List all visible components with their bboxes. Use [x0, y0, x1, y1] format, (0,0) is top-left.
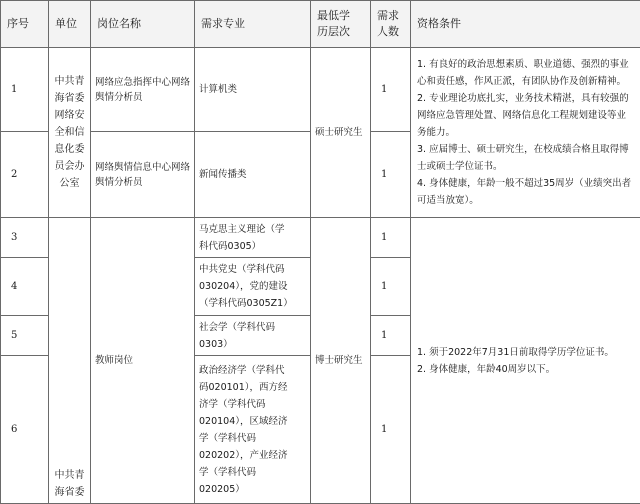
header-qualification: 资格条件	[411, 1, 640, 48]
count-cell: 1	[371, 316, 411, 356]
major-line: 学（学科代码	[199, 464, 306, 481]
count-cell: 1	[371, 132, 411, 218]
qualification-item: 1. 有良好的政治思想素质、职业道德、强烈的事业心和责任感，作风正派，有团队协作及创新精神。	[417, 56, 634, 90]
qualification-item: 3. 应届博士、硕士研究生，在校成绩合格且取得博士或硕士学位证书。	[417, 141, 634, 175]
major-cell	[195, 316, 311, 356]
table-row	[1, 48, 640, 132]
major-cell	[195, 356, 311, 504]
count-cell: 1	[371, 48, 411, 132]
major-line: 马克思主义理论（学	[199, 221, 306, 238]
major-line: 020202），产业经济	[199, 447, 306, 464]
header-education-line2: 历层次	[317, 25, 350, 38]
unit-cell: 中共青海省委网络安全和信息化委员会办公室	[49, 48, 91, 218]
qualification-item: 2. 专业理论功底扎实，业务技术精湛，具有较强的网络应急管理处置、网络信息化工程规划建设等业务能力。	[417, 90, 634, 141]
count-cell: 1	[371, 218, 411, 258]
position-cell: 教师岗位	[91, 218, 195, 504]
table-row	[1, 218, 640, 258]
header-seq: 序号	[1, 1, 49, 48]
major-cell: 计算机类	[195, 48, 311, 132]
major-cell	[195, 218, 311, 258]
major-line: 科代码0305）	[199, 238, 306, 255]
position-cell: 网络舆情信息中心网络舆情分析员	[91, 132, 195, 218]
qualification-item: 1. 须于2022年7月31日前取得学历学位证书。	[417, 344, 634, 361]
header-education-line1: 最低学	[317, 9, 350, 22]
seq-cell: 2	[1, 132, 49, 218]
major-line: 020104），区域经济	[199, 413, 306, 430]
seq-cell: 5	[1, 316, 49, 356]
qualification-item: 4. 身体健康，年龄一般不超过35周岁（业绩突出者可适当放宽）。	[417, 175, 634, 209]
major-cell: 新闻传播类	[195, 132, 311, 218]
major-line: 020205）	[199, 481, 306, 498]
education-cell: 硕士研究生	[311, 48, 371, 218]
unit-cell: 中共青海省委	[49, 218, 91, 504]
qualification-cell	[411, 48, 640, 218]
major-line: 政治经济学（学科代	[199, 362, 306, 379]
major-line: 济学（学科代码	[199, 396, 306, 413]
major-line: 学（学科代码	[199, 430, 306, 447]
seq-cell: 4	[1, 258, 49, 316]
seq-cell: 1	[1, 48, 49, 132]
qualification-cell	[411, 218, 640, 504]
major-line: 0303）	[199, 336, 306, 353]
count-cell: 1	[371, 258, 411, 316]
education-cell: 博士研究生	[311, 218, 371, 504]
count-cell: 1	[371, 356, 411, 504]
header-position: 岗位名称	[91, 1, 195, 48]
major-line: 030204），党的建设	[199, 278, 306, 295]
header-unit: 单位	[49, 1, 91, 48]
header-education	[311, 1, 371, 48]
major-line: 中共党史（学科代码	[199, 261, 306, 278]
seq-cell: 3	[1, 218, 49, 258]
major-line: （学科代码0305Z1）	[199, 295, 306, 312]
header-row	[1, 1, 640, 48]
header-count-line2: 人数	[377, 25, 399, 38]
qualification-item: 2. 身体健康，年龄40周岁以下。	[417, 361, 634, 378]
seq-cell: 6	[1, 356, 49, 504]
header-major: 需求专业	[195, 1, 311, 48]
major-line: 码020101），西方经	[199, 379, 306, 396]
major-cell	[195, 258, 311, 316]
header-count-line1: 需求	[377, 9, 399, 22]
header-count	[371, 1, 411, 48]
major-line: 社会学（学科代码	[199, 319, 306, 336]
position-cell: 网络应急指挥中心网络舆情分析员	[91, 48, 195, 132]
